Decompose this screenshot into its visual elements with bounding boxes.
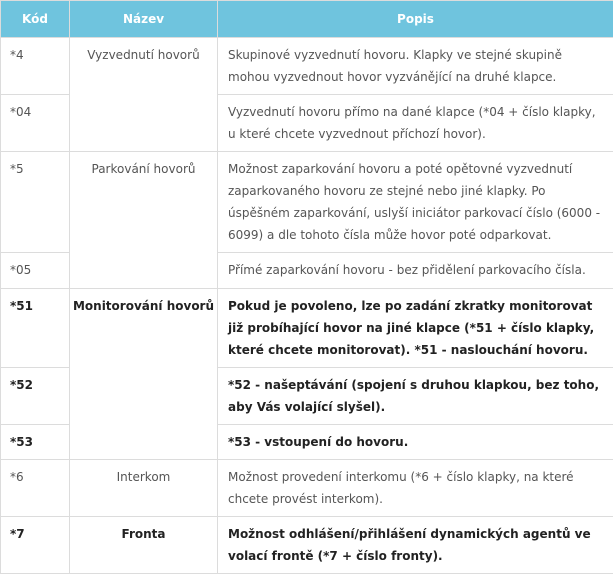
- row-description: Pokud je povoleno, lze po zadání zkratky monitorovat již probíhající hovor na jiné klapce (*51 + číslo klapky, které chcete monitorovat). *51 - naslouchání hovoru.: [218, 289, 613, 368]
- column-header-description: Popis: [218, 1, 613, 38]
- row-name: [70, 368, 218, 425]
- row-code: *05: [1, 253, 70, 289]
- table-header-row: [1, 1, 613, 38]
- row-name: [70, 253, 218, 289]
- table-row: [1, 517, 613, 574]
- table-row: [1, 460, 613, 517]
- row-name: Parkování hovorů: [70, 152, 218, 253]
- row-description: Možnost odhlášení/přihlášení dynamických agentů ve volací frontě (*7 + číslo fronty).: [218, 517, 613, 574]
- table-row: [1, 152, 613, 253]
- row-code: *52: [1, 368, 70, 425]
- table-row: [1, 425, 613, 460]
- row-code: *04: [1, 95, 70, 152]
- row-code: *4: [1, 38, 70, 95]
- row-name: [70, 425, 218, 460]
- table-row: [1, 368, 613, 425]
- row-name: Monitorování hovorů: [70, 289, 218, 368]
- row-description: Skupinové vyzvednutí hovoru. Klapky ve stejné skupině mohou vyzvednout hovor vyzvánějící na druhé klapce.: [218, 38, 613, 95]
- column-header-code: Kód: [1, 1, 70, 38]
- row-description: Možnost provedení interkomu (*6 + číslo klapky, na které chcete provést interkom).: [218, 460, 613, 517]
- column-header-name: Název: [70, 1, 218, 38]
- row-code: *6: [1, 460, 70, 517]
- row-name: Vyzvednutí hovorů: [70, 38, 218, 95]
- table-row: [1, 38, 613, 95]
- row-description: *52 - našeptávání (spojení s druhou klapkou, bez toho, aby Vás volající slyšel).: [218, 368, 613, 425]
- row-description: Vyzvednutí hovoru přímo na dané klapce (*04 + číslo klapky, u které chcete vyzvednout příchozí hovor).: [218, 95, 613, 152]
- table-row: [1, 253, 613, 289]
- table-row: [1, 95, 613, 152]
- row-description: Přímé zaparkování hovoru - bez přidělení parkovacího čísla.: [218, 253, 613, 289]
- table-row: [1, 289, 613, 368]
- row-description: Možnost zaparkování hovoru a poté opětovné vyzvednutí zaparkovaného hovoru ze stejné nebo jiné klapky. Po úspěšném zaparkování, uslyší iniciátor parkovací číslo (6000 - 6099) a dle tohoto čísla může hovor poté odparkovat.: [218, 152, 613, 253]
- row-code: *7: [1, 517, 70, 574]
- row-code: *53: [1, 425, 70, 460]
- row-name: Interkom: [70, 460, 218, 517]
- row-name: Fronta: [70, 517, 218, 574]
- row-code: *51: [1, 289, 70, 368]
- row-name: [70, 95, 218, 152]
- row-description: *53 - vstoupení do hovoru.: [218, 425, 613, 460]
- row-code: *5: [1, 152, 70, 253]
